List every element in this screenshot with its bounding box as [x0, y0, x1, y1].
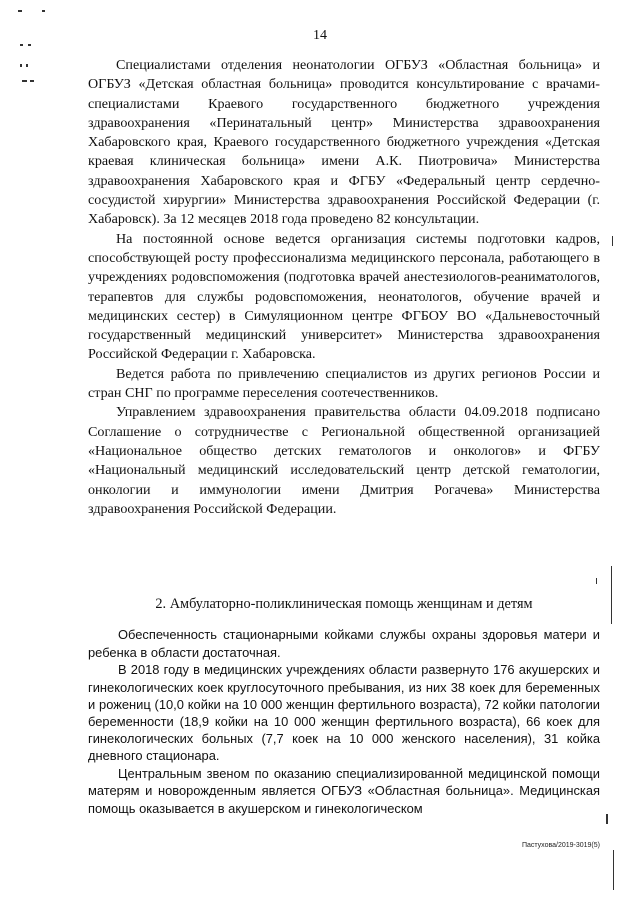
- paragraph: В 2018 году в медицинских учреждениях области развернуто 176 акушерских и гинекологических коек круглосуточного пребывания, из них 38 коек для беременных и рожениц (10,0 койки на 10 000 женщин фертильного возраста), 72 койки патологии беременности (18,9 койки на 10 000 женщин фертильного возраста), 66 коек для гинекологических больных (7,7 коек на 10 000 женского населения), 31 койка дневного стационара.: [88, 662, 600, 764]
- paragraph: Центральным звеном по оказанию специализированной медицинской помощи матерям и новорожденным является ОГБУЗ «Областная больница». Медицинская помощь оказывается в акушерском и гинекологическом: [88, 765, 600, 817]
- scan-mark: [20, 44, 23, 46]
- scan-mark: [26, 64, 28, 67]
- paragraph: Ведется работа по привлечению специалистов из других регионов России и стран СНГ по программе переселения соотечественников.: [88, 365, 600, 402]
- paragraph: Управлением здравоохранения правительства области 04.09.2018 подписано Соглашение о сотрудничестве с Региональной общественной организацией «Национальное общество детских гематологов и онкологов» и ФГБУ «Национальный медицинский исследовательский центр детской гематологии, онкологии и иммунологии имени Дмитрия Рогачева» Министерства здравоохранения Российской Федерации.: [88, 404, 600, 517]
- scan-mark: [612, 236, 613, 246]
- scan-mark: [18, 10, 22, 12]
- scan-mark: [596, 578, 597, 584]
- section-body: [88, 626, 600, 818]
- scan-mark: [606, 814, 608, 824]
- scan-mark: [28, 44, 31, 46]
- scan-mark: [22, 80, 27, 82]
- paragraph: Обеспеченность стационарными койками службы охраны здоровья матери и ребенка в области достаточная.: [88, 627, 600, 660]
- document-body: [88, 56, 600, 519]
- section-heading: 2. Амбулаторно-поликлиническая помощь женщинам и детям: [155, 596, 533, 612]
- page-number: 14: [313, 28, 327, 43]
- paragraph: Специалистами отделения неонатологии ОГБУЗ «Областная больница» и ОГБУЗ «Детская областная больница» проводится консультирование с врачами-специалистами Краевого государственного бюджетного учреждения здравоохранения «Перинатальный центр» Министерства здравоохранения Хабаровского края, Краевого государственного бюджетного учреждения «Детская краевая клиническая больница» имени А.К. Пиотровича» Министерства здравоохранения Хабаровского края и ФГБУ «Федеральный центр сердечно-сосудистой хирургии» Министерства здравоохранения Российской Федерации (г. Хабаровск). За 12 месяцев 2018 года проведено 82 консультации.: [88, 57, 600, 228]
- scan-mark: [613, 850, 614, 890]
- scan-mark: [611, 566, 612, 624]
- scan-mark: [20, 64, 22, 67]
- paragraph: На постоянной основе ведется организация системы подготовки кадров, способствующей росту профессионализма медицинского персонала, работающего в учреждениях родовспоможения (подготовка врачей анестезиологов-реаниматологов, терапевтов для службы родовспоможения, неонатологов, обучение врачей и медицинских сестер) в Симуляционном центре ФГБОУ ВО «Дальневосточный государственный медицинский университет» Министерства здравоохранения Российской Федерации г. Хабаровска.: [88, 230, 600, 363]
- scan-mark: [42, 10, 45, 12]
- footer-note: Пастухова/2019-3019(5): [521, 842, 600, 849]
- scan-mark: [30, 80, 34, 82]
